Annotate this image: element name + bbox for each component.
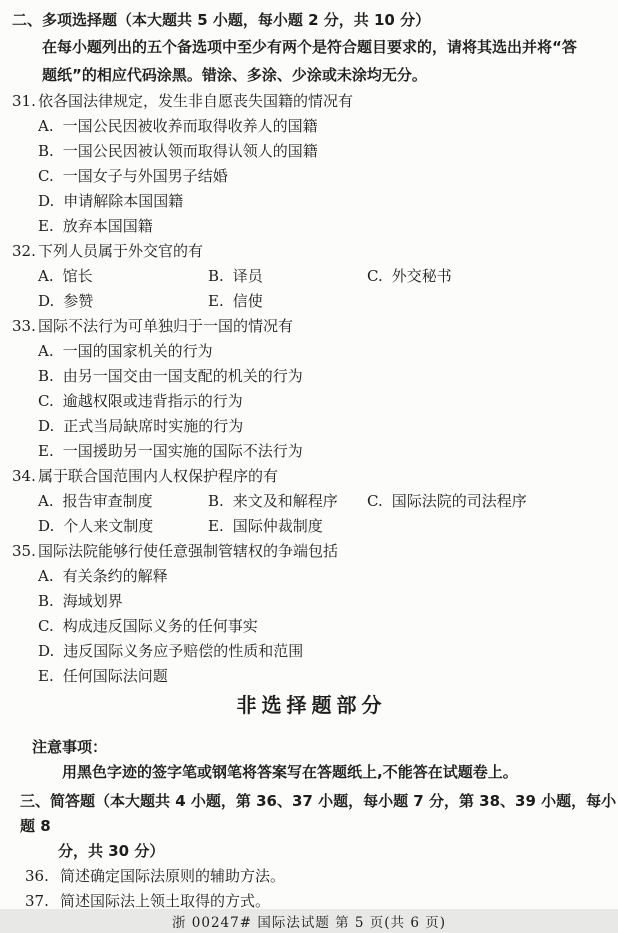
option-text: 海域划界 bbox=[62, 592, 123, 610]
option-32-C bbox=[367, 264, 618, 289]
option-33-B bbox=[0, 364, 618, 389]
option-label: A. bbox=[38, 567, 54, 585]
section2-instruction-line2: 题纸”的相应代码涂黑。错涂、多涂、少涂或未涂均无分。 bbox=[42, 66, 427, 84]
option-34-E bbox=[208, 514, 367, 539]
option-33-C bbox=[0, 389, 618, 414]
option-text: 参赞 bbox=[63, 292, 94, 310]
question-32-options bbox=[0, 264, 618, 314]
section2-instruction-line1: 在每小题列出的五个备选项中至少有两个是符合题目要求的，请将其选出并将“答 bbox=[42, 38, 577, 56]
option-text: 馆长 bbox=[62, 267, 93, 285]
option-text: 逾越权限或违背指示的行为 bbox=[62, 392, 243, 410]
option-label: E. bbox=[38, 442, 54, 460]
non-selective-section-heading: 非选择题部分 bbox=[236, 693, 387, 717]
option-text: 违反国际义务应予赔偿的性质和范围 bbox=[63, 642, 304, 660]
option-34-B bbox=[208, 489, 367, 514]
question-stem-text: 国际法院能够行使任意强制管辖权的争端包括 bbox=[38, 542, 339, 560]
option-text: 国际仲裁制度 bbox=[232, 517, 323, 535]
notes-title: 注意事项： bbox=[32, 738, 108, 756]
option-label: D. bbox=[38, 292, 55, 310]
question-33 bbox=[0, 314, 618, 464]
option-text: 一国的国家机关的行为 bbox=[62, 342, 213, 360]
question-stem-text: 属于联合国范围内人权保护程序的有 bbox=[38, 467, 279, 485]
option-31-D bbox=[0, 189, 618, 214]
option-32-A bbox=[38, 264, 208, 289]
option-label: C. bbox=[367, 492, 383, 510]
question-stem-text: 下列人员属于外交官的有 bbox=[38, 242, 204, 260]
option-label: C. bbox=[38, 167, 54, 185]
option-text: 外交秘书 bbox=[391, 267, 452, 285]
option-label: B. bbox=[208, 267, 224, 285]
question-35-stem bbox=[0, 539, 618, 564]
option-label: E. bbox=[208, 517, 224, 535]
option-32-E bbox=[208, 289, 367, 314]
option-34-C bbox=[367, 489, 618, 514]
question-number: 37. bbox=[25, 892, 49, 910]
option-text: 申请解除本国国籍 bbox=[63, 192, 184, 210]
option-32-D bbox=[38, 289, 208, 314]
option-text: 一国公民因被收养而取得收养人的国籍 bbox=[62, 117, 318, 135]
option-label: B. bbox=[38, 592, 54, 610]
option-label: C. bbox=[38, 617, 54, 635]
option-label: B. bbox=[38, 367, 54, 385]
option-text: 个人来文制度 bbox=[63, 517, 154, 535]
option-text: 一国女子与外国男子结婚 bbox=[62, 167, 228, 185]
option-label: B. bbox=[208, 492, 224, 510]
question-number: 31. bbox=[12, 92, 36, 110]
option-31-B bbox=[0, 139, 618, 164]
option-text: 一国公民因被认领而取得认领人的国籍 bbox=[62, 142, 318, 160]
question-number: 36. bbox=[25, 867, 49, 885]
option-33-A bbox=[0, 339, 618, 364]
option-33-D bbox=[0, 414, 618, 439]
section3-title-line2: 分，共 30 分） bbox=[58, 842, 165, 860]
option-35-C bbox=[0, 614, 618, 639]
question-number: 34. bbox=[12, 467, 36, 485]
option-text: 有关条约的解释 bbox=[62, 567, 168, 585]
option-33-E bbox=[0, 439, 618, 464]
option-35-E bbox=[0, 664, 618, 689]
option-label: B. bbox=[38, 142, 54, 160]
option-35-A bbox=[0, 564, 618, 589]
option-text: 构成违反国际义务的任何事实 bbox=[62, 617, 258, 635]
question-31 bbox=[0, 89, 618, 239]
option-text: 国际法院的司法程序 bbox=[391, 492, 527, 510]
question-34 bbox=[0, 464, 618, 539]
option-text: 译员 bbox=[232, 267, 263, 285]
option-label: A. bbox=[38, 342, 54, 360]
option-text: 一国援助另一国实施的国际不法行为 bbox=[62, 442, 303, 460]
option-label: D. bbox=[38, 642, 55, 660]
option-label: D. bbox=[38, 517, 55, 535]
option-label: C. bbox=[367, 267, 383, 285]
question-text: 简述确定国际法原则的辅助方法。 bbox=[60, 867, 286, 885]
question-32-stem bbox=[0, 239, 618, 264]
notes-body: 用黑色字迹的签字笔或钢笔将答案写在答题纸上,不能答在试题卷上。 bbox=[62, 763, 518, 781]
option-35-D bbox=[0, 639, 618, 664]
option-35-B bbox=[0, 589, 618, 614]
option-34-D bbox=[38, 514, 208, 539]
option-text: 信使 bbox=[232, 292, 263, 310]
option-text: 报告审查制度 bbox=[62, 492, 153, 510]
option-text: 来文及和解程序 bbox=[232, 492, 338, 510]
question-34-options bbox=[0, 489, 618, 539]
option-31-C bbox=[0, 164, 618, 189]
option-text: 任何国际法问题 bbox=[62, 667, 168, 685]
option-label: D. bbox=[38, 417, 55, 435]
question-36 bbox=[0, 864, 618, 889]
option-label: A. bbox=[38, 267, 54, 285]
option-32-B bbox=[208, 264, 367, 289]
section2-title: 二、多项选择题（本大题共 5 小题，每小题 2 分，共 10 分） bbox=[12, 11, 431, 29]
option-label: C. bbox=[38, 392, 54, 410]
question-stem-text: 国际不法行为可单独归于一国的情况有 bbox=[38, 317, 294, 335]
question-33-stem bbox=[0, 314, 618, 339]
option-label: D. bbox=[38, 192, 55, 210]
question-31-stem bbox=[0, 89, 618, 114]
question-34-stem bbox=[0, 464, 618, 489]
question-text: 简述国际法上领土取得的方式。 bbox=[60, 892, 271, 910]
question-stem-text: 依各国法律规定，发生非自愿丧失国籍的情况有 bbox=[38, 92, 354, 110]
option-31-E bbox=[0, 214, 618, 239]
question-37 bbox=[0, 889, 618, 914]
option-label: E. bbox=[208, 292, 224, 310]
option-label: A. bbox=[38, 117, 54, 135]
question-35 bbox=[0, 539, 618, 689]
option-text: 放弃本国国籍 bbox=[62, 217, 153, 235]
option-text: 正式当局缺席时实施的行为 bbox=[63, 417, 244, 435]
question-number: 35. bbox=[12, 542, 36, 560]
option-label: E. bbox=[38, 667, 54, 685]
question-number: 33. bbox=[12, 317, 36, 335]
option-text: 由另一国交由一国支配的机关的行为 bbox=[62, 367, 303, 385]
question-32 bbox=[0, 239, 618, 314]
page-footer: 浙 00247# 国际法试题 第 5 页(共 6 页) bbox=[171, 915, 446, 931]
option-34-A bbox=[38, 489, 208, 514]
question-number: 32. bbox=[12, 242, 36, 260]
option-label: E. bbox=[38, 217, 54, 235]
option-31-A bbox=[0, 114, 618, 139]
section3-title-line1: 三、简答题（本大题共 4 小题，第 36、37 小题，每小题 7 分，第 38、39 小题，每小题 8 bbox=[20, 792, 617, 835]
option-label: A. bbox=[38, 492, 54, 510]
